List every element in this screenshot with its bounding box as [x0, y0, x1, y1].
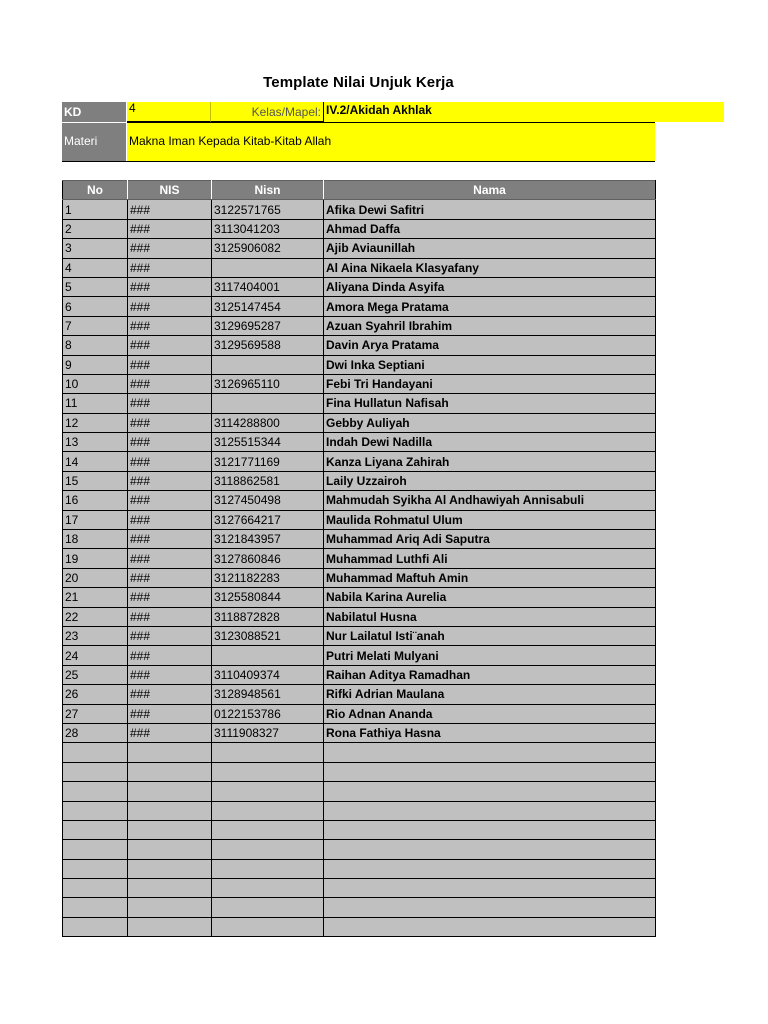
cell-nis[interactable]: ### [128, 530, 212, 549]
cell-no[interactable] [63, 879, 128, 898]
cell-nisn[interactable] [212, 840, 324, 859]
cell-nisn[interactable]: 0122153786 [212, 704, 324, 723]
cell-nis[interactable]: ### [128, 394, 212, 413]
cell-no[interactable]: 1 [63, 200, 128, 219]
cell-nama[interactable]: Muhammad Luthfi Ali [324, 549, 656, 568]
cell-nis[interactable] [128, 743, 212, 762]
cell-nama[interactable]: Nur Lailatul Isti¨anah [324, 626, 656, 645]
table-row [63, 452, 656, 471]
cell-nisn[interactable]: 3127860846 [212, 549, 324, 568]
cell-no[interactable]: 23 [63, 626, 128, 645]
cell-nisn[interactable] [212, 879, 324, 898]
cell-nis[interactable]: ### [128, 413, 212, 432]
cell-nama[interactable]: Indah Dewi Nadilla [324, 433, 656, 452]
table-row [63, 626, 656, 645]
table-body [63, 200, 656, 937]
kd-row [62, 102, 724, 122]
cell-nama[interactable]: Kanza Liyana Zahirah [324, 452, 656, 471]
cell-nis[interactable]: ### [128, 665, 212, 684]
cell-nisn[interactable]: 3118872828 [212, 607, 324, 626]
cell-nisn[interactable]: 3125515344 [212, 433, 324, 452]
cell-no[interactable]: 26 [63, 685, 128, 704]
column-header-nis[interactable]: NIS [128, 181, 212, 200]
kelas-label[interactable] [211, 102, 323, 122]
table-row [63, 685, 656, 704]
cell-no[interactable]: 11 [63, 394, 128, 413]
cell-no[interactable]: 10 [63, 374, 128, 393]
cell-nis[interactable]: ### [128, 258, 212, 277]
cell-no[interactable]: 8 [63, 336, 128, 355]
column-header-nama[interactable]: Nama [324, 181, 656, 200]
table-row-empty [63, 801, 656, 820]
table-row [63, 704, 656, 723]
cell-no[interactable] [63, 840, 128, 859]
cell-no[interactable]: 9 [63, 355, 128, 374]
table-row-empty [63, 820, 656, 839]
table-row [63, 258, 656, 277]
cell-nisn[interactable]: 3110409374 [212, 665, 324, 684]
table-row-empty [63, 898, 656, 917]
cell-nama[interactable]: Azuan Syahril Ibrahim [324, 316, 656, 335]
cell-nisn[interactable]: 3129569588 [212, 336, 324, 355]
cell-no[interactable]: 20 [63, 568, 128, 587]
table-row-empty [63, 840, 656, 859]
cell-no[interactable]: 22 [63, 607, 128, 626]
cell-nama[interactable] [324, 801, 656, 820]
cell-no[interactable]: 21 [63, 588, 128, 607]
table-row-empty [63, 762, 656, 781]
cell-nama[interactable]: Fina Hullatun Nafisah [324, 394, 656, 413]
cell-nis[interactable]: ### [128, 588, 212, 607]
cell-nama[interactable]: Ahmad Daffa [324, 219, 656, 238]
cell-nama[interactable]: Maulida Rohmatul Ulum [324, 510, 656, 529]
cell-nisn[interactable]: 3128948561 [212, 685, 324, 704]
cell-no[interactable]: 15 [63, 471, 128, 490]
cell-no[interactable]: 5 [63, 277, 128, 296]
cell-no[interactable]: 25 [63, 665, 128, 684]
table-row [63, 588, 656, 607]
cell-nama[interactable]: Amora Mega Pratama [324, 297, 656, 316]
table-row [63, 646, 656, 665]
cell-nama[interactable]: Putri Melati Mulyani [324, 646, 656, 665]
table-row [63, 277, 656, 296]
table-row [63, 336, 656, 355]
table-row [63, 413, 656, 432]
cell-no[interactable]: 3 [63, 239, 128, 258]
table-row [63, 549, 656, 568]
cell-nis[interactable]: ### [128, 607, 212, 626]
cell-no[interactable] [63, 762, 128, 781]
cell-nis[interactable] [128, 879, 212, 898]
cell-no[interactable]: 2 [63, 219, 128, 238]
cell-no[interactable]: 18 [63, 530, 128, 549]
cell-no[interactable]: 13 [63, 433, 128, 452]
page-title: Template Nilai Unjuk Kerja [263, 74, 454, 91]
cell-nisn[interactable] [212, 394, 324, 413]
cell-nisn[interactable]: 3127664217 [212, 510, 324, 529]
table-row [63, 316, 656, 335]
cell-nis[interactable]: ### [128, 277, 212, 296]
cell-nis[interactable]: ### [128, 219, 212, 238]
cell-nisn[interactable]: 3117404001 [212, 277, 324, 296]
cell-nis[interactable]: ### [128, 568, 212, 587]
cell-nama[interactable]: Al Aina Nikaela Klasyafany [324, 258, 656, 277]
cell-nama[interactable] [324, 840, 656, 859]
cell-nis[interactable]: ### [128, 374, 212, 393]
cell-nisn[interactable] [212, 355, 324, 374]
cell-nisn[interactable]: 3126965110 [212, 374, 324, 393]
cell-nis[interactable]: ### [128, 471, 212, 490]
cell-nisn[interactable] [212, 782, 324, 801]
cell-nisn[interactable]: 3122571765 [212, 200, 324, 219]
cell-nisn[interactable] [212, 917, 324, 936]
cell-nama[interactable]: Rona Fathiya Hasna [324, 723, 656, 742]
cell-nisn[interactable]: 3125906082 [212, 239, 324, 258]
cell-nis[interactable]: ### [128, 433, 212, 452]
cell-nama[interactable]: Afika Dewi Safitri [324, 200, 656, 219]
cell-nama[interactable]: Ajib Aviaunillah [324, 239, 656, 258]
cell-nama[interactable]: Laily Uzzairoh [324, 471, 656, 490]
cell-nisn[interactable]: 3127450498 [212, 491, 324, 510]
kd-label[interactable]: KD [62, 102, 127, 122]
cell-nis[interactable] [128, 917, 212, 936]
cell-nis[interactable]: ### [128, 355, 212, 374]
cell-no[interactable] [63, 917, 128, 936]
cell-nisn[interactable] [212, 258, 324, 277]
cell-nis[interactable] [128, 840, 212, 859]
cell-no[interactable]: 19 [63, 549, 128, 568]
cell-nisn[interactable]: 3125580844 [212, 588, 324, 607]
cell-nama[interactable]: Dwi Inka Septiani [324, 355, 656, 374]
cell-nama[interactable]: Rio Adnan Ananda [324, 704, 656, 723]
cell-no[interactable]: 24 [63, 646, 128, 665]
cell-nisn[interactable] [212, 801, 324, 820]
table-row-empty [63, 917, 656, 936]
cell-no[interactable]: 17 [63, 510, 128, 529]
materi-row [62, 122, 655, 162]
cell-nis[interactable] [128, 898, 212, 917]
cell-nisn[interactable]: 3125147454 [212, 297, 324, 316]
cell-no[interactable] [63, 820, 128, 839]
table-row-empty [63, 743, 656, 762]
cell-nama[interactable]: Nabila Karina Aurelia [324, 588, 656, 607]
cell-nisn[interactable] [212, 646, 324, 665]
cell-nama[interactable]: Muhammad Ariq Adi Saputra [324, 530, 656, 549]
column-header-nisn[interactable]: Nisn [212, 181, 324, 200]
cell-nama[interactable]: Muhammad Maftuh Amin [324, 568, 656, 587]
cell-nis[interactable]: ### [128, 685, 212, 704]
cell-no[interactable]: 7 [63, 316, 128, 335]
cell-nis[interactable]: ### [128, 510, 212, 529]
table-row [63, 491, 656, 510]
cell-nis[interactable] [128, 782, 212, 801]
table-row-empty [63, 879, 656, 898]
cell-nisn[interactable]: 3121182283 [212, 568, 324, 587]
cell-nama[interactable] [324, 859, 656, 878]
table-row-empty [63, 859, 656, 878]
cell-nisn[interactable]: 3121771169 [212, 452, 324, 471]
table-row [63, 239, 656, 258]
table-row [63, 374, 656, 393]
cell-nama[interactable] [324, 743, 656, 762]
cell-no[interactable] [63, 859, 128, 878]
cell-nis[interactable]: ### [128, 239, 212, 258]
cell-no[interactable] [63, 743, 128, 762]
kd-value[interactable]: 4 [127, 102, 211, 122]
cell-nisn[interactable]: 3118862581 [212, 471, 324, 490]
cell-nis[interactable]: ### [128, 626, 212, 645]
table-row [63, 200, 656, 219]
kelas-label-text: Kelas/Mapel: [251, 105, 321, 119]
cell-nama[interactable]: Rifki Adrian Maulana [324, 685, 656, 704]
cell-nisn[interactable]: 3123088521 [212, 626, 324, 645]
materi-value[interactable]: Makna Iman Kepada Kitab-Kitab Allah [127, 122, 655, 161]
cell-nama[interactable]: Nabilatul Husna [324, 607, 656, 626]
cell-nis[interactable]: ### [128, 704, 212, 723]
cell-nis[interactable]: ### [128, 723, 212, 742]
table-header-row [63, 181, 656, 200]
table-row [63, 530, 656, 549]
cell-no[interactable]: 28 [63, 723, 128, 742]
table-row [63, 433, 656, 452]
cell-nis[interactable]: ### [128, 297, 212, 316]
cell-nama[interactable] [324, 879, 656, 898]
table-row [63, 723, 656, 742]
cell-nis[interactable]: ### [128, 200, 212, 219]
cell-nama[interactable]: Febi Tri Handayani [324, 374, 656, 393]
table-row [63, 394, 656, 413]
cell-no[interactable] [63, 782, 128, 801]
cell-nis[interactable]: ### [128, 316, 212, 335]
cell-nis[interactable]: ### [128, 336, 212, 355]
cell-nis[interactable]: ### [128, 646, 212, 665]
cell-no[interactable] [63, 898, 128, 917]
table-row [63, 471, 656, 490]
cell-nama[interactable] [324, 762, 656, 781]
cell-no[interactable]: 27 [63, 704, 128, 723]
cell-nama[interactable]: Aliyana Dinda Asyifa [324, 277, 656, 296]
column-header-no[interactable]: No [63, 181, 128, 200]
cell-nisn[interactable] [212, 898, 324, 917]
table-row [63, 297, 656, 316]
cell-no[interactable]: 12 [63, 413, 128, 432]
table-row [63, 607, 656, 626]
cell-nisn[interactable]: 3111908327 [212, 723, 324, 742]
cell-nama[interactable]: Gebby Auliyah [324, 413, 656, 432]
cell-nisn[interactable] [212, 743, 324, 762]
cell-nis[interactable] [128, 762, 212, 781]
cell-no[interactable]: 6 [63, 297, 128, 316]
cell-no[interactable] [63, 801, 128, 820]
cell-nisn[interactable] [212, 859, 324, 878]
cell-nama[interactable]: Mahmudah Syikha Al Andhawiyah Annisabuli [324, 491, 656, 510]
cell-nisn[interactable] [212, 820, 324, 839]
cell-nis[interactable] [128, 820, 212, 839]
table-row-empty [63, 782, 656, 801]
cell-no[interactable]: 14 [63, 452, 128, 471]
cell-nama[interactable]: Raihan Aditya Ramadhan [324, 665, 656, 684]
student-table [62, 180, 656, 937]
cell-nisn[interactable]: 3113041203 [212, 219, 324, 238]
cell-nama[interactable]: Davin Arya Pratama [324, 336, 656, 355]
materi-label[interactable]: Materi [62, 122, 127, 161]
cell-nis[interactable]: ### [128, 491, 212, 510]
table-row [63, 665, 656, 684]
cell-no[interactable]: 16 [63, 491, 128, 510]
cell-nisn[interactable] [212, 762, 324, 781]
cell-nis[interactable] [128, 859, 212, 878]
cell-nis[interactable]: ### [128, 549, 212, 568]
cell-nama[interactable] [324, 917, 656, 936]
table-row [63, 568, 656, 587]
cell-nisn[interactable]: 3121843957 [212, 530, 324, 549]
cell-nama[interactable] [324, 782, 656, 801]
table-row [63, 510, 656, 529]
cell-nama[interactable] [324, 898, 656, 917]
cell-nis[interactable]: ### [128, 452, 212, 471]
cell-no[interactable]: 4 [63, 258, 128, 277]
kelas-value[interactable]: IV.2/Akidah Akhlak [323, 102, 724, 122]
cell-nisn[interactable]: 3129695287 [212, 316, 324, 335]
table-row [63, 355, 656, 374]
table-row [63, 219, 656, 238]
cell-nama[interactable] [324, 820, 656, 839]
cell-nisn[interactable]: 3114288800 [212, 413, 324, 432]
cell-nis[interactable] [128, 801, 212, 820]
